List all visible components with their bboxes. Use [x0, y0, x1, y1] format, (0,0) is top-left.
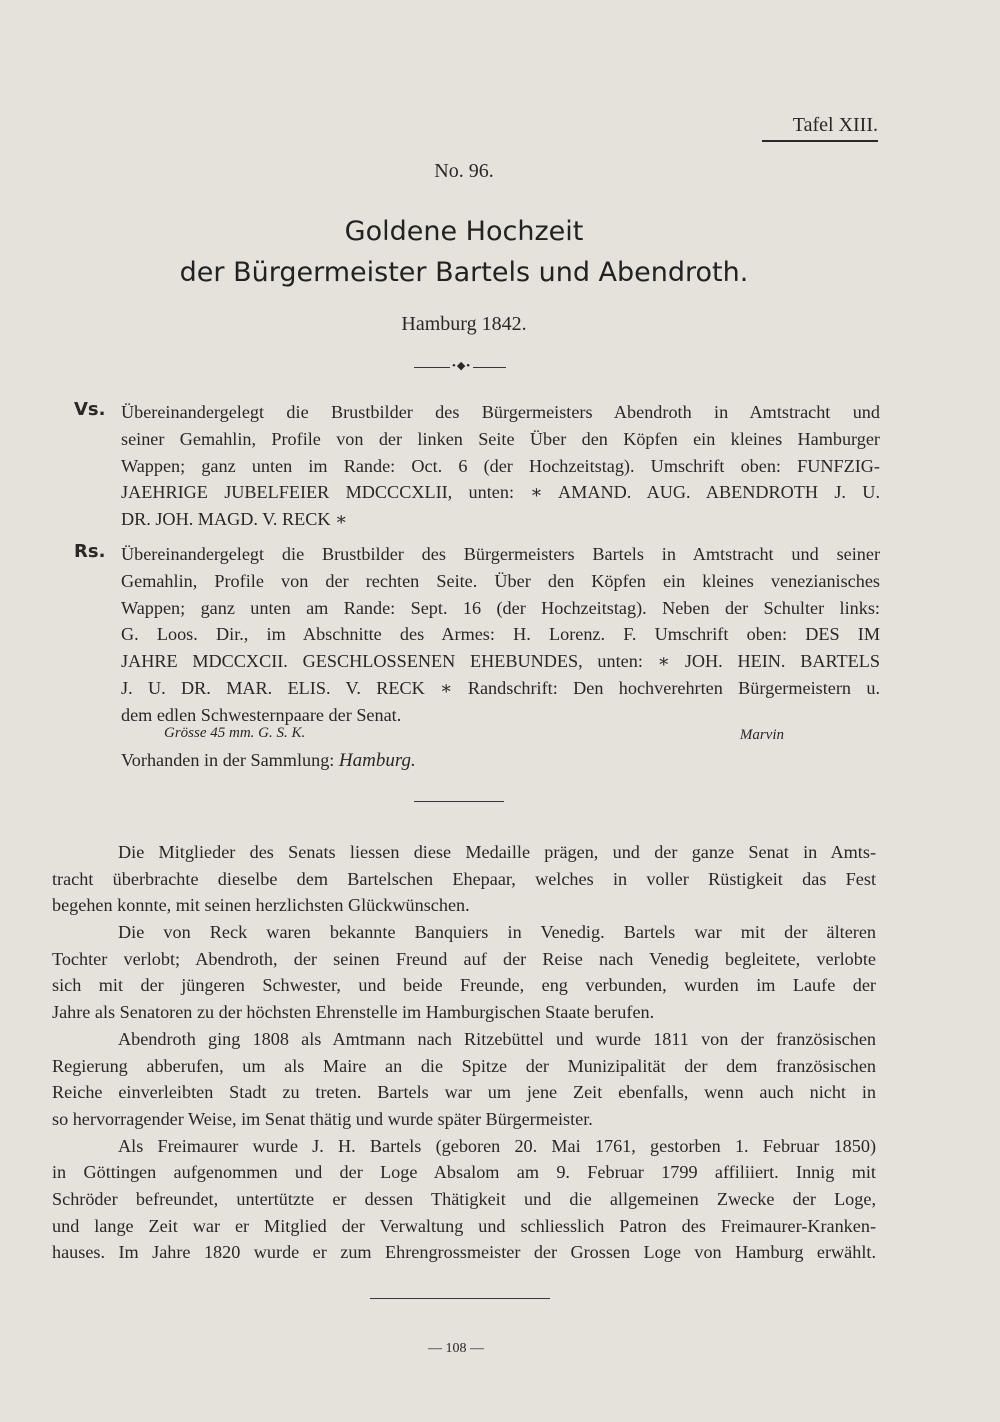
text-line: Jahre als Senatoren zu der höchsten Ehrenstelle im Hamburgischen Staate berufen. [52, 1002, 655, 1023]
text-line: Übereinandergelegt die Brustbilder des Bürgermeisters Bartels in Amtstracht und seiner [121, 544, 880, 564]
page-number: — 108 — [428, 1341, 484, 1356]
metal-info: Marvin [739, 727, 784, 743]
text-line: tracht überbrachte dieselbe dem Bartelschen Ehepaar, welches in voller Rüstigkeit das Fest [52, 868, 876, 889]
reverse-label: Rs. [74, 541, 106, 562]
text-line: Reiche einverleibten Stadt zu treten. Bartels war um jene Zeit ebenfalls, wenn auch nicht in [52, 1082, 876, 1103]
text-line: Regierung abberufen, um als Maire an die Spitze der Munizipalität der dem französischen [52, 1055, 876, 1076]
text-line: Die von Reck waren bekannte Banquiers in Venedig. Bartels war mit der älteren [118, 922, 876, 943]
text-line: Gemahlin, Profile von der rechten Seite. Über den Köpfen ein kleines venezianisches [121, 570, 880, 591]
collection-prefix: Vorhanden in der Sammlung: [121, 750, 335, 770]
reverse-description [74, 541, 880, 729]
collection-info [121, 750, 416, 772]
text-line: Wappen; ganz unten im Rande: Oct. 6 (der Hochzeitstag). Umschrift oben: FUNFZIG- [121, 455, 880, 476]
size-info: Grösse 45 mm. G. S. K. [164, 725, 306, 741]
obverse-label: Vs. [74, 399, 106, 420]
text-line: G. Loos. Dir., im Abschnitte des Armes: H. Lorenz. F. Umschrift oben: DES IM [121, 624, 880, 645]
footer-divider [370, 1298, 550, 1299]
text-line: begehen konnte, mit seinen herzlichsten Glückwünschen. [52, 895, 470, 916]
text-line: Die Mitglieder des Senats liessen diese Medaille prägen, und der ganze Senat in Amts- [118, 842, 876, 862]
text-line: dem edlen Schwesternpaare der Senat. [121, 704, 402, 725]
collection-name: Hamburg. [338, 750, 416, 771]
title-line-1: Goldene Hochzeit [344, 216, 584, 247]
medal-number: No. 96. [434, 160, 494, 182]
text-line: in Göttingen aufgenommen und der Loge Absalom am 9. Februar 1799 affiliiert. Innig mit [52, 1162, 876, 1183]
text-line: Schröder befreundet, untertützte er dessen Thätigkeit und die allgemeinen Zwecke der Loge, [52, 1188, 876, 1209]
medal-specs [164, 725, 784, 742]
ornament-divider: •◆• [414, 366, 506, 370]
text-line: JAEHRIGE JUBELFEIER MDCCCXLII, unten: ∗ AMAND. AUG. ABENDROTH J. U. [121, 482, 880, 503]
plate-label: Tafel XIII. [762, 114, 878, 142]
text-line: Übereinandergelegt die Brustbilder des Bürgermeisters Abendroth in Amtstracht und [121, 402, 880, 422]
obverse-description [74, 399, 880, 533]
title-line-2: der Bürgermeister Bartels und Abendroth. [179, 257, 749, 288]
text-line: seiner Gemahlin, Profile von der linken Seite Über den Köpfen ein kleines Hamburger [121, 428, 880, 449]
place-year: Hamburg 1842. [401, 313, 527, 335]
text-line: Als Freimaurer wurde J. H. Bartels (geboren 20. Mai 1761, gestorben 1. Februar 1850) [118, 1135, 876, 1156]
text-line: hauses. Im Jahre 1820 wurde er zum Ehrengrossmeister der Grossen Loge von Hamburg erwählt. [52, 1242, 876, 1263]
text-line: so hervorragender Weise, im Senat thätig und wurde später Bürgermeister. [52, 1108, 593, 1129]
text-line: und lange Zeit war er Mitglied der Verwaltung und schliesslich Patron des Freimaurer-Kranken- [52, 1215, 876, 1236]
text-line: Tochter verlobt; Abendroth, der seinen Freund auf der Reise nach Venedig begleitete, verlobte [52, 948, 876, 969]
text-line: JAHRE MDCCXCII. GESCHLOSSENEN EHEBUNDES, unten: ∗ JOH. HEIN. BARTELS [121, 651, 880, 672]
text-line: sich mit der jüngeren Schwester, und beide Freunde, eng verbunden, wurden im Laufe der [52, 975, 876, 996]
section-divider [414, 801, 504, 802]
body-text [52, 839, 876, 1266]
text-line: Abendroth ging 1808 als Amtmann nach Ritzebüttel und wurde 1811 von der französischen [118, 1028, 876, 1049]
text-line: DR. JOH. MAGD. V. RECK ∗ [121, 509, 348, 530]
text-line: J. U. DR. MAR. ELIS. V. RECK ∗ Randschrift: Den hochverehrten Bürgermeistern u. [121, 677, 880, 698]
text-line: Wappen; ganz unten am Rande: Sept. 16 (der Hochzeitstag). Neben der Schulter links: [121, 597, 880, 618]
